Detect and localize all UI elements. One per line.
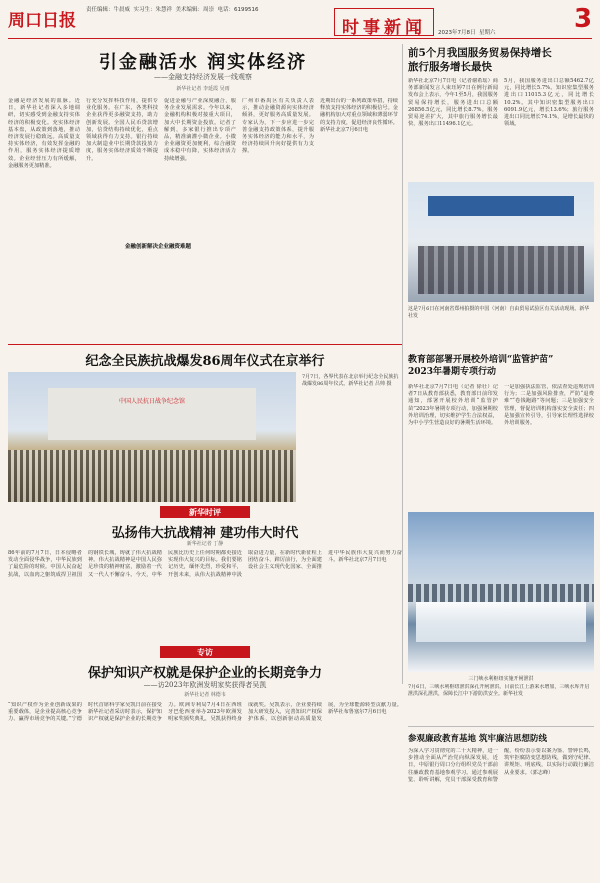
ceremony-caption: 7月7日，各界代表在北京举行纪念全民族抗战爆发86周年仪式。新华社记者 吕帅 摄 (302, 374, 399, 387)
lead-column-2: 行充分发挥科技作用，提供专业化服务。在广东，各类科技企业获得更多融资支持，助力创新发展。全国人民币贷款增加，信贷结构持续优化，重点领域获得有力支持。银行持续加大制造业中长期贷款投放力度，服务实体经济质效不断提升。 (86, 98, 158, 162)
commemoration-title: 纪念全民族抗战爆发86周年仪式在京举行 (85, 354, 325, 369)
section-title: 时事新闻 (342, 18, 426, 38)
interview-body: “知识产权作为企业创新成果的重要载体，是企业提高核心竞争力、赢得市场竞争的关键。”宁德时代首席科学家吴凯日前在接受新华社记者采访时表示，保护知识产权就是保护企业的长期竞争力。欧洲专利局7月4日在西班牙巴伦西亚举办2023年欧洲发明家奖颁奖典礼，吴凯获得终身成就奖。吴凯表示，企业要持续加大研发投入，完善知识产权保护体系，以创新驱动高质量发展，为全球能源转型贡献力量。新华社布鲁塞尔7月6日电 (8, 702, 402, 723)
dam-caption: 7月6日，三峡水利枢纽泄洪深孔开闸泄洪。目前长江上游来水增加，三峡水库开启泄洪深孔泄洪，保障长江中下游防洪安全。新华社发 (408, 684, 590, 697)
audience-rows (418, 246, 584, 294)
memorial-building (48, 388, 256, 440)
integrity-title: 参观廉政教育基地 筑牢廉洁思想防线 (408, 734, 547, 744)
lead-byline: 新华社记者 李延霞 吴雨 (176, 86, 230, 92)
newspaper-logo: 周口日报 (8, 11, 76, 31)
top-rule (8, 344, 402, 345)
interview-title: 保护知识产权就是保护企业的长期竞争力 (87, 666, 322, 681)
conference-caption: 这是7月6日在河南省郑州拍摄的中国（河南）自由贸易试验区有关活动现场。新华社发 (408, 306, 590, 319)
education-col-1: 新华社北京7月7日电（记者 徐壮）记者7日从教育部获悉，教育部日前印发通知，部署开展校外培训“监管护苗”2023年暑期专项行动，加强暑期校外培训治理，切实维护学生合法权益，为中小学生营造良好的暑期生活环境。 (408, 384, 498, 427)
education-title: 教育部部署开展校外培训“监管护苗” 2023年暑期专项行动 (408, 355, 554, 377)
column-divider (402, 44, 403, 684)
section-badge (334, 8, 434, 36)
education-article (408, 352, 594, 508)
lead-column-3: 促进金融与产业深度融合，服务企业发展需求。今年以来，金融机构积极对接重大项目，加大中长期资金投放。记者了解到，多家银行推出专项产品，精准滴灌小微企业。小微企业融资更加便利，综合融资成本稳中有降，实体经济活力持续增强。 (164, 98, 236, 162)
masthead (8, 4, 592, 39)
commentary-byline: 新华社记者 丁静 (186, 541, 224, 547)
lead-title: 引金融活水 润实体经济 (98, 52, 308, 73)
ceremony-photo (8, 372, 296, 502)
lead-column-4: 广州市番禺区有关负责人表示，推动金融资源向实体经济倾斜，更好服务高质量发展。专家认为，下一步应进一步完善金融支持政策体系，提升服务实体经济的能力和水平，为经济持续回升向好提供有力支撑。 (242, 98, 314, 155)
masthead-meta: 责任编辑：牛晨威 实习生：朱慧祥 美术编辑：周崇 电话：6199516 (86, 7, 259, 13)
lead-column-5: 近期出台的一系列政策举措，持续释放支持实体经济的积极信号。金融机构加大对重点领域和薄弱环节的支持力度，促进经济良性循环。新华社北京7月6日电 (320, 98, 398, 133)
lead-column-1: 金融是经济发展的血脉。近日，新华社记者深入多地调研，切实感受到金融支持实体经济的积极变化。充实体经济基本盘，从政策到落地，推动经济发展行稳致远。高质量支持实体经济，有效发挥金融的作用，服务实体经济提质增效。企业经营压力有所缓解，金融服务更加精准。 (8, 98, 80, 169)
lead-subtitle: ——金融支持经济发展一线观察 (154, 73, 252, 81)
interview-byline: 新华社记者 林德韦 (184, 692, 226, 698)
commentary-body: 86年前的7月7日，日本侵略者发动全面侵华战争，中华民族到了最危险的时候。中国人民奋起抗战，以血肉之躯筑成捍卫祖国的钢铁长城，铸就了伟大抗战精神。伟大抗战精神是中国人民弥足珍贵的精神财富，激励着一代又一代人不懈奋斗。今天，中华民族比历史上任何时期都更接近实现伟大复兴的目标。我们要铭记历史，缅怀先烈，珍爱和平，开创未来，从伟大抗战精神中汲取奋进力量，在新时代新征程上团结奋斗、踔厉前行，为全面建设社会主义现代化国家、全面推进中华民族伟大复兴而努力奋斗。新华社北京7月7日电 (8, 550, 402, 578)
service-trade-col-2: 5月，我国服务进出口总额5462.7亿元，同比增长5.7%。知识密集型服务进出口11015.3亿元，同比增长10.2%。其中知识密集型服务出口6091.9亿元，增长13.6%；旅行服务进出口同比增长74.1%，是增长最快的领域。 (504, 78, 594, 128)
interview-ribbon: 专访 (160, 646, 250, 658)
floodwater (416, 602, 586, 642)
integrity-rule (408, 726, 594, 727)
interview-article (8, 646, 402, 878)
commentary-title: 弘扬伟大抗战精神 建功伟大时代 (111, 526, 299, 541)
stage-screen (428, 196, 574, 216)
integrity-body: 为深入学习贯彻党的二十大精神，进一步推动全面从严治党向纵深发展，近日，中原银行周口分行组织党员干部前往廉政教育基地参观学习。通过参观展览、聆听讲解，党员干部深受教育和警醒，纷纷表示要以案为鉴、警钟长鸣，筑牢拒腐防变思想防线，做到守纪律、讲规矩、明底线，以实际行动践行廉洁从业要求。（郭志峰） (408, 748, 594, 783)
crowd (8, 450, 296, 502)
issue-date: 2023年7月8日 星期六 (438, 30, 496, 36)
service-trade-article (408, 44, 594, 344)
page-number: 3 (574, 4, 593, 34)
lead-article (8, 44, 398, 339)
commentary-article (8, 506, 402, 644)
education-col-2: 一是加强执法监管，依法查处违规培训行为；二是加强风险排查，严防“退费难”“卷钱跑路”等问题；三是加强安全管理，督促培训机构落实安全责任；四是加强宣传引导，引导家长理性选择校外培训服务。 (504, 384, 594, 427)
commentary-ribbon: 新华时评 (160, 506, 250, 518)
dam-photo-block (408, 512, 594, 724)
dam-caption-title: 三门峡水利枢纽实施开闸泄洪 (468, 676, 534, 682)
service-trade-title: 前5个月我国服务贸易保持增长 旅行服务增长最快 (408, 47, 552, 73)
dam-wall (408, 584, 594, 602)
commemoration-section (8, 344, 402, 504)
service-trade-col-1: 新华社北京7月7日电（记者谢希瑶）商务部新闻发言人束珏婷7日在例行新闻发布会上表示，今年1至5月，我国服务贸易保持增长，服务进出口总额26856.5亿元，同比增长8.7%。服务贸易逆差扩大，其中旅行服务增长最快，服务出口11496.1亿元。 (408, 78, 498, 128)
integrity-article (408, 726, 594, 878)
interview-subtitle: ——访2023年欧洲发明家奖获得者吴凯 (143, 681, 267, 689)
memorial-banner: 中国人民抗日战争纪念馆 (118, 398, 185, 405)
lead-section-heading: 金融创新解决企业融资难题 (124, 244, 191, 250)
conference-photo (408, 182, 594, 302)
dam-photo (408, 512, 594, 672)
